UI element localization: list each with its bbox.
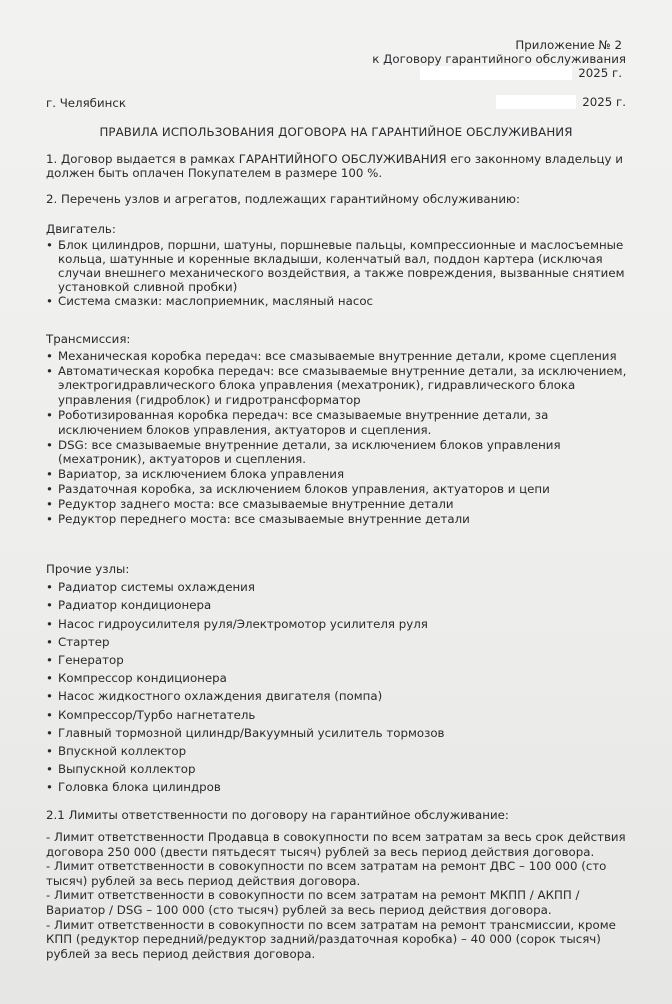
redacted-day [496,95,576,109]
limits-section [46,830,636,961]
limit-line: - Лимит ответственности в совокупности по всем затратам на ремонт ДВС – 100 000 (сто тысяч) рублей за весь период действия договора. [46,859,607,888]
paragraph-2: 2. Перечень узлов и агрегатов, подлежащих гарантийному обслуживанию: [46,192,520,206]
other-units-section [46,560,636,797]
list-item: • Радиатор системы охлаждения [46,578,636,596]
list-item: • Редуктор переднего моста: все смазываемые внутренние детали [46,512,636,527]
transmission-section [46,332,636,526]
city: г. Челябинск [46,96,126,110]
list-item: • Генератор [46,651,636,669]
list-item: • Насос гидроусилителя руля/Электромотор усилителя руля [46,615,636,633]
paragraph-1: 1. Договор выдается в рамках ГАРАНТИЙНОГО ОБСЛУЖИВАНИЯ его законному владельцу и должен быть оплачен Покупателем в размере 100 %. [46,152,623,180]
redacted-date [420,66,572,80]
transmission-list [46,349,636,527]
transmission-heading: Трансмиссия: [46,332,131,346]
list-item: • Головка блока цилиндров [46,778,636,796]
list-item: • Впускной коллектор [46,742,636,760]
engine-section [46,222,636,308]
list-item: • Редуктор заднего моста: все смазываемые внутренние детали [46,497,636,512]
list-item: • Насос жидкостного охлаждения двигателя (помпа) [46,687,636,705]
document-date [496,95,626,109]
list-item: • Выпускной коллектор [46,760,636,778]
list-item: • Компрессор/Турбо нагнетатель [46,706,636,724]
list-item: • Роботизированная коробка передач: все смазываемые внутренние детали, за исключением блоков управления, актуаторов и сцепления. [46,408,636,438]
list-item: • Раздаточная коробка, за исключением блоков управления, актуаторов и цепи [46,482,636,497]
list-item: • Стартер [46,633,636,651]
list-item: • Блок цилиндров, поршни, шатуны, поршневые пальцы, компрессионные и маслосъемные кольца, шатунные и коренные вкладыши, коленчатый вал, поддон картера (исключая случаи внешнего механического воздействия, а также повреждения, вызванные снятием установкой сливной пробки) [46,238,636,294]
contract-reference: к Договору гарантийного обслуживания [372,52,626,66]
list-item: • Автоматическая коробка передач: все смазываемые внутренние детали, за исключением, электрогидравлического блока управления (мехатроник), гидравлического блока управления (гидроблок) и гидротрансформатор [46,364,636,408]
limits-heading: 2.1 Лимиты ответственности по договору на гарантийное обслуживание: [46,808,509,822]
other-units-list [46,578,636,796]
document-title: ПРАВИЛА ИСПОЛЬЗОВАНИЯ ДОГОВОРА НА ГАРАНТИЙНОЕ ОБСЛУЖИВАНИЯ [99,125,573,139]
list-item: • Радиатор кондиционера [46,596,636,614]
limit-line: - Лимит ответственности в совокупности по всем затратам на ремонт трансмиссии, кроме КПП (редуктор передний/редуктор задний/раздаточная коробка) – 40 000 (сорок тысяч) рублей за весь период действия договора. [46,917,616,961]
document-date-year: 2025 г. [582,95,626,109]
list-item: • Компрессор кондиционера [46,669,636,687]
header-date-year: 2025 г. [578,66,622,80]
appendix-label: Приложение № 2 [515,38,622,52]
list-item: • Механическая коробка передач: все смазываемые внутренние детали, кроме сцепления [46,349,636,364]
list-item: • Главный тормозной цилиндр/Вакуумный усилитель тормозов [46,724,636,742]
list-item: • Система смазки: маслоприемник, масляный насос [46,294,636,308]
list-item: • DSG: все смазываемые внутренние детали, за исключением блоков управления (мехатроник), актуаторов и сцепления. [46,438,636,468]
engine-list [46,238,636,308]
limit-line: - Лимит ответственности Продавца в совокупности по всем затратам за весь срок действия договора 250 000 (двести пятьдесят тысяч) рублей за весь период действия договора. [46,830,626,859]
list-item: • Вариатор, за исключением блока управления [46,467,636,482]
limit-line: - Лимит ответственности в совокупности по всем затратам на ремонт МКПП / АКПП / Вариатор / DSG – 100 000 (сто тысяч) рублей за весь период действия договора. [46,888,580,917]
engine-heading: Двигатель: [46,222,116,236]
other-units-heading: Прочие узлы: [46,562,130,576]
header-date [420,66,622,80]
